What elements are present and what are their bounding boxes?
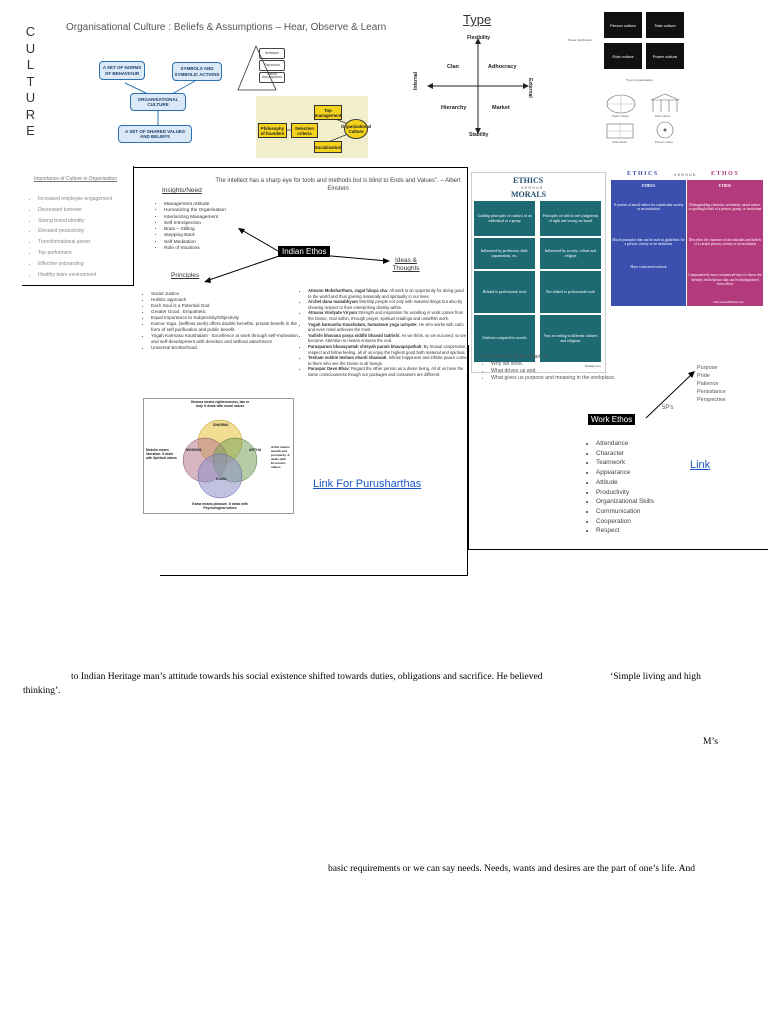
list-item: • Yogah Karmasu Kaushalam - Excellence at work through self-motivation and self-development with devotion and without attachment [151,333,301,345]
p-item: Purpose [697,365,718,371]
p-item: Persistance [697,389,726,395]
culture-letter: U [25,40,37,56]
adhocracy-quadrant: Adhocracy [488,64,517,70]
idea-text: : As we think, so we succeed, so we become. Attention to means ensures the end. [308,332,467,344]
org-culture-ellipse: Organisational Culture [344,119,368,139]
venn-dharma-note: Dharma means righteousness, law or duty. It deals with moral values [190,400,250,408]
pyramid-level-2: Espoused values [259,60,285,71]
ethics-title: ETHICS [513,176,544,185]
list-item [308,322,468,333]
list-item: • Attendance [596,439,654,449]
importance-title: Importance of Culture in Organisation [34,176,118,182]
ethos-connector-arrows [200,225,400,295]
type-of-organisation-label: Type of organisation [626,78,654,82]
small-label-task: Task culture [612,140,627,144]
five-ps-label: 5P's [662,405,674,411]
list-item: • Universal Brotherhood. [151,345,301,351]
venn-kama-note: Kama means pleasure. It deals with Psychological values [192,502,248,510]
norms-box: A SET OF NORMS OF BEHAVIOUR [99,61,145,80]
ethics-col-cell: A system of moral values for a particular society or an institution [613,202,684,211]
org-culture-box: ORGANISATIONAL CULTURE [130,93,186,111]
clan-quadrant: Clan [447,64,459,70]
morals-cell: Vary according to different cultures and religions [540,315,601,362]
idea-text: : Regard the other person as a divine being. All of us have the same consciousness though our packages and containers are different. [308,366,464,377]
list-item: • Management Attitude [164,202,226,208]
body-line-1-quote: ‘Simple living and high [610,671,701,682]
list-item: • Interiorizing Management [164,215,226,221]
shared-values-box: A SET OF SHARED VALUES AND BELIEFS [118,125,192,143]
five-ps-arrow [640,368,700,423]
idea-text: : By mutual cooperation, respect and fellow feeling, all of us enjoy the highest good both material and spiritual. [308,343,467,355]
list-item [308,299,468,310]
competing-values-axes [423,36,533,136]
morals-cell: Influenced by society, culture and religion [540,238,601,269]
morals-cell: Not related to professional work [540,271,601,313]
idea-term: Atmano Mokshartham, Jagat hitaya cha: [308,288,389,293]
list-item [308,310,468,321]
symbols-box: SYMBOLS AND SYMBOLIC ACTIONS [172,62,222,81]
panel-bottom-rule [160,575,468,576]
list-item: • Self Introspection [164,221,226,227]
socialisation-box: Socialisation [314,141,342,153]
list-item: • Cooperation [596,517,654,527]
org-culture-title: Organisational Culture : Beliefs & Assumptions – Hear, Observe & Learn [66,22,387,33]
list-item [308,288,468,299]
five-ps-list [697,364,726,404]
pyramid-level-1: Artefacts [259,48,285,59]
ethics-cell: Influenced by profession, field, organization, etc. [474,238,535,269]
morals-cell: Principles on which one's judgments of right and wrong are based [540,201,601,236]
idea-text: : Infinite happiness and infinite peace come to them who see the Divine in all beings. [308,355,467,366]
power-distribution-label: Power distribution [568,38,592,42]
ethos-panel-versus: VERSUS [674,172,697,177]
culture-letter: L [26,57,36,72]
venn-moksha-note: Moksha means liberation. It deals with Spiritual values [146,448,177,460]
culture-letter: C [25,24,37,39]
work-ethos-intro [481,354,616,382]
idea-text: He who works with calm and even mind achieves the most. [308,321,464,333]
body-ms: M’s [703,736,718,747]
stability-label: Stability [469,132,489,138]
external-label: External [527,78,533,98]
ethos-col-cell: Distinguishing character, sentiment, moral nature, or guiding beliefs of a person, group, or institution [688,202,762,211]
work-ethos-link[interactable]: Link [690,459,711,471]
list-item: • Elevated productivity [38,226,112,237]
culture-letter: T [26,73,36,89]
purusharthas-link[interactable]: Link For Purusharthas [313,478,422,490]
idea-text: Strength and inspiration for excelling in work comes from the Divine, God within, through prayer, spiritual readings and unselfish work. [308,310,464,321]
internal-label: Internal [413,71,419,90]
list-item: • Top performers [38,248,112,259]
work-ethos-label: Work Ethos [588,414,635,425]
body-line-1: to Indian Heritage man’s attitude towards his social existence shifted towards duties, obligations and sacrifice. He believed [71,671,543,682]
list-item: • What drives us and. [491,368,616,375]
list-item [308,333,468,344]
list-item: • Productivity [596,488,654,498]
ethics-cell: Uniform compared to morals [474,315,535,362]
list-item: • Communication [596,507,654,517]
small-label-role: Role culture [655,114,670,118]
p-item: Pride [697,373,710,379]
hierarchy-quadrant: Hierarchy [441,105,467,111]
idea-text: All work is an opportunity for doing good to the world and thus gaining materially and spiritually in our lives. [308,288,464,299]
venn-dharma-label: DHARMA [213,423,229,427]
venn-moksha-label: MOKSHA [186,448,202,452]
market-quadrant: Market [492,105,510,111]
venn-artha-label: ARTHA [249,448,262,452]
list-item: • Greater Good , Empathetic [151,309,301,315]
body-line-3: basic requirements or we can say needs. Needs, wants and desires are the part of one’s life. And [328,863,696,874]
list-item: • Strong brand identity [38,216,112,227]
idea-text: Worship people not only with material things but also by showing respect to their enterprising divinity within. [308,299,463,310]
list-item: • Each Soul is a Potential God [151,303,301,309]
ethos-col-header: ETHOS [718,183,732,188]
list-item: • Decreased turnover [38,205,112,216]
culture-letter: E [26,123,36,138]
ethos-col-cell: Describes the character of the attitudes and beliefs of a certain person, society or an institution [688,237,762,246]
flexibility-label: Flexibility [467,35,491,41]
list-item: • Appearance [596,468,654,478]
versus-label: VERSUS [521,185,544,190]
idea-term: Archet dana manabhyam [308,299,358,305]
ideas-list [298,288,468,378]
culture-letter: U [25,90,37,105]
idea-term: Paraspar Devo Bhav [308,366,349,372]
pediaa-credit: Pediaa.com [585,364,601,368]
philosophy-founders-box: Philosophy of founders [258,123,287,138]
task-culture-box: Task culture [646,12,684,38]
person-culture-box: Person culture [604,12,642,38]
principles-list [141,291,301,351]
list-item: • Transformational power [38,237,112,248]
idea-term: Atmana Vindyate Viryam [308,310,357,316]
list-item: • Attitude [596,478,654,488]
list-item: • What gives us purpose and meaning in the workplace. [491,375,616,382]
indian-ethos-label: Indian Ethos [278,246,330,257]
ethos-panel-credit: Visit www.PEDIAA.com [713,300,745,304]
ethos-panel-ethics-title: ETHICS [627,171,659,177]
list-item: • Organizational Skills [596,497,654,507]
venn-kama-label: KAMA [216,477,227,481]
type-title: Type [463,12,492,27]
idea-term: Yogah karmashu Kaushalam, Samatvam yoga uchyate: [308,321,418,327]
idea-term: Yadishi bhavana yasya siddhi bhavati tadrishi [308,332,400,338]
list-item: • Brain – Stilling [164,227,226,233]
list-item: • Social Justice [151,291,301,297]
ethics-cell: Related to professional work [474,271,535,313]
list-item: • Self Meditation [164,240,226,246]
list-item: • Humanizing the Organisation [164,208,226,214]
ideas-heading: Ideas & Thoughts [392,257,420,272]
top-management-box: Top management [314,105,342,120]
venn-artha-note: Artha means wealth and prosperity. It deals with Economic values [271,445,290,469]
ethics-cell: Guiding principles of conduct of an individual or a group [474,201,535,236]
einstein-quote: The intellect has a sharp eye for tools and methods but is blind to Ends and Values”. – Albert Einstein [215,178,461,192]
p-item: Patience [697,381,719,387]
principles-heading: Principles [171,272,200,279]
work-ethos-intro-text: Work Ethos is at the heart of : [481,354,550,360]
list-item: • Increased employee engagement [38,194,112,205]
list-item: • Healthy team environment [38,270,112,281]
pyramid-level-3: Assumptions [259,72,285,83]
selection-criteria-box: Selection criteria [291,123,318,138]
work-ethos-list [586,439,654,536]
culture-letter: R [25,106,37,122]
list-item [308,366,468,377]
idea-term: Parasparam bhavayantah shreyah param bhavapsyathah [308,343,422,349]
small-label-person: Person culture [655,140,674,144]
p-item: Perspective [697,397,726,403]
list-item: • Respect [596,526,654,536]
list-item: • Effective onboarding [38,259,112,270]
list-item [308,355,468,366]
ethics-col-cell: Have a universal outlook [630,264,667,269]
culture-vertical-title [22,24,40,140]
work-ethos-intro-list [481,361,616,382]
role-culture-box: Role culture [604,43,642,69]
list-item: • Stepping Back [164,233,226,239]
list-item: • Role of Intuitions [164,246,226,252]
insights-heading: Insights/Need [162,187,202,194]
ethics-col-cell: Moral principles that can be used as guidelines for a person, society or an institution [612,237,685,246]
ethics-col-header: ETHICS [641,183,656,188]
list-item: • Karma Yoga. (selfless work) offers double benefits, private benefit in the form of self purification and public benefit. [151,321,301,333]
ethos-panel-ethos-title: ETHOS [711,171,740,177]
list-item: • Holistic approach [151,297,301,303]
idea-term: Tesham sukhm tesham shanti shaswati [308,355,387,361]
small-label-power: Power culture [612,114,630,118]
body-line-2: thinking’. [23,685,61,696]
list-item: • Equal Importance to Subjectivity/Objectivity [151,315,301,321]
power-culture-box: Power culture [646,43,684,69]
morals-title: MORALS [511,190,547,199]
list-item: • Teamwork [596,458,654,468]
ethos-col-cell: Comparatively more customized since it shows the identity and behavior that can be distinguished from others [688,273,762,287]
list-item [308,344,468,355]
list-item: • Why we work. [491,361,616,368]
importance-list [28,194,112,280]
list-item: • Character [596,449,654,459]
